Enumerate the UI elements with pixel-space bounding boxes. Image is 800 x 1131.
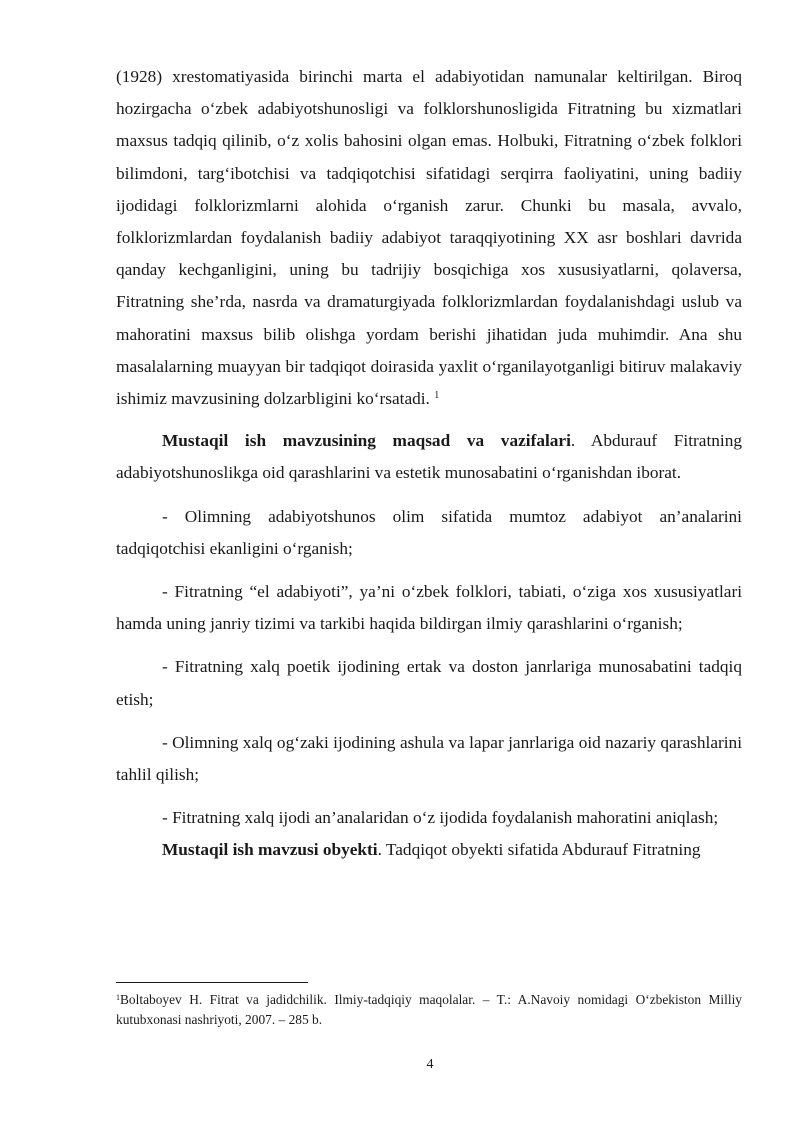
task-item: - Fitratning xalq ijodi an’analaridan o‘z ijodida foydalanish mahoratini aniqlash; <box>162 808 719 828</box>
main-text <box>116 61 742 867</box>
task-item: - Fitratning “el adabiyoti”, ya’ni o‘zbek folklori, tabiati, o‘ziga xos xususiyatlari hamda uning janriy tizimi va tarkibi haqida bildirgan ilmiy qarashlarini o‘rganish; <box>116 582 742 634</box>
goals-heading: Mustaqil ish mavzusining maqsad va vazifalari <box>162 431 571 451</box>
object-paragraph <box>116 834 742 866</box>
page-number: 4 <box>426 1057 434 1072</box>
object-text: . Tadqiqot obyekti sifatida Abdurauf Fitratning <box>377 840 701 860</box>
footnote <box>116 990 742 1029</box>
goals-text: . Abdurauf Fitratning adabiyotshunoslikga oid qarashlarini va estetik munosabatini o‘rganishdan iborat. <box>116 431 742 483</box>
task-item: - Olimning adabiyotshunos olim sifatida mumtoz adabiyot an’analarini tadqiqotchisi ekanligini o‘rganish; <box>116 506 742 558</box>
footnote-reference: 1 <box>434 390 440 402</box>
task-item: - Olimning xalq og‘zaki ijodining ashula va lapar janrlariga oid nazariy qarashlarini tahlil qilish; <box>116 732 742 785</box>
footnote-text: Boltaboyev H. Fitrat va jadidchilik. Ilmiy-tadqiqiy maqolalar. – T.: A.Navoiy nomidagi O‘zbekiston Milliy kutubxonasi nashriyoti, 2007. – 285 b. <box>116 992 742 1027</box>
goals-paragraph <box>116 425 742 489</box>
footnote-divider <box>116 982 308 983</box>
task-item: - Fitratning xalq poetik ijodining ertak va doston janrlariga munosabatini tadqiq etish; <box>116 657 742 709</box>
intro-paragraph <box>116 61 742 415</box>
object-heading: Mustaqil ish mavzusi obyekti <box>162 840 378 860</box>
footnote-mark: 1 <box>116 993 120 1002</box>
intro-text: (1928) xrestomatiyasida birinchi marta el adabiyotidan namunalar keltirilgan. Biroq hozirgacha o‘zbek adabiyotshunosligi va folklorshunosligida Fitratning bu xizmatlari maxsus tadqiq qilinib, o‘z xolis bahosini olgan emas. Holbuki, Fitratning o‘zbek folklori bilimdoni, targ‘ibotchisi va tadqiqotchisi sifatidagi serqirra faoliyatini, uning badiiy ijodidagi folklorizmlarni alohida o‘rganish zarur. Chunki bu masala, avvalo, folklorizmlardan foydalanish badiiy adabiyot taraqqiyotining XX asr boshlari davrida qanday kechganligini, uning bu tadrijiy bosqichiga xos xususiyatlarni, qolaversa, Fitratning she’rda, nasrda va dramaturgiyada folklorizmlardan foydalanishdagi uslub va mahoratini maxsus bilib olishga yordam berishi jihatidan juda muhimdir. Ana shu masalalarning muayyan bir tadqiqot doirasida yaxlit o‘rganilayotganligi bitiruv malakaviy ishimiz mavzusining dolzarbligini ko‘rsatadi. <box>116 67 742 409</box>
